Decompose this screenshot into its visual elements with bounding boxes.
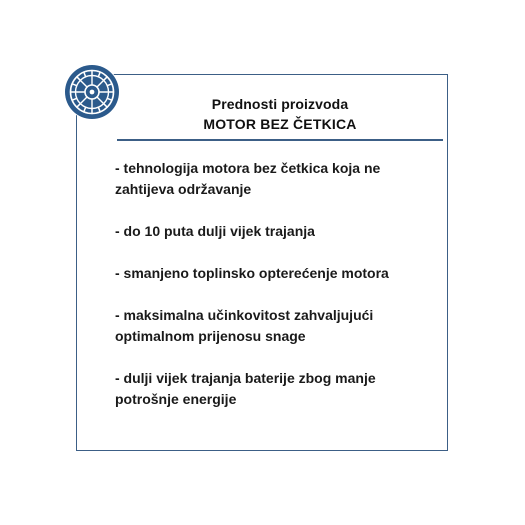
header xyxy=(116,94,444,134)
page-subtitle: MOTOR BEZ ČETKICA xyxy=(203,116,357,132)
benefit-item: - maksimalna učinkovitost zahvaljujući optimalnom prijenosu snage xyxy=(115,307,374,344)
badge xyxy=(64,64,120,120)
header-divider xyxy=(117,139,443,141)
brushless-motor-icon xyxy=(64,64,120,120)
page-title: Prednosti proizvoda xyxy=(211,96,349,112)
benefit-item: - dulji vijek trajanja baterije zbog manje potrošnje energije xyxy=(115,370,376,407)
benefit-item: - do 10 puta dulji vijek trajanja xyxy=(115,223,315,239)
benefit-item: - smanjeno toplinsko opterećenje motora xyxy=(115,265,389,281)
benefits-list xyxy=(115,158,433,431)
benefit-item: - tehnologija motora bez četkica koja ne zahtijeva održavanje xyxy=(115,160,381,197)
